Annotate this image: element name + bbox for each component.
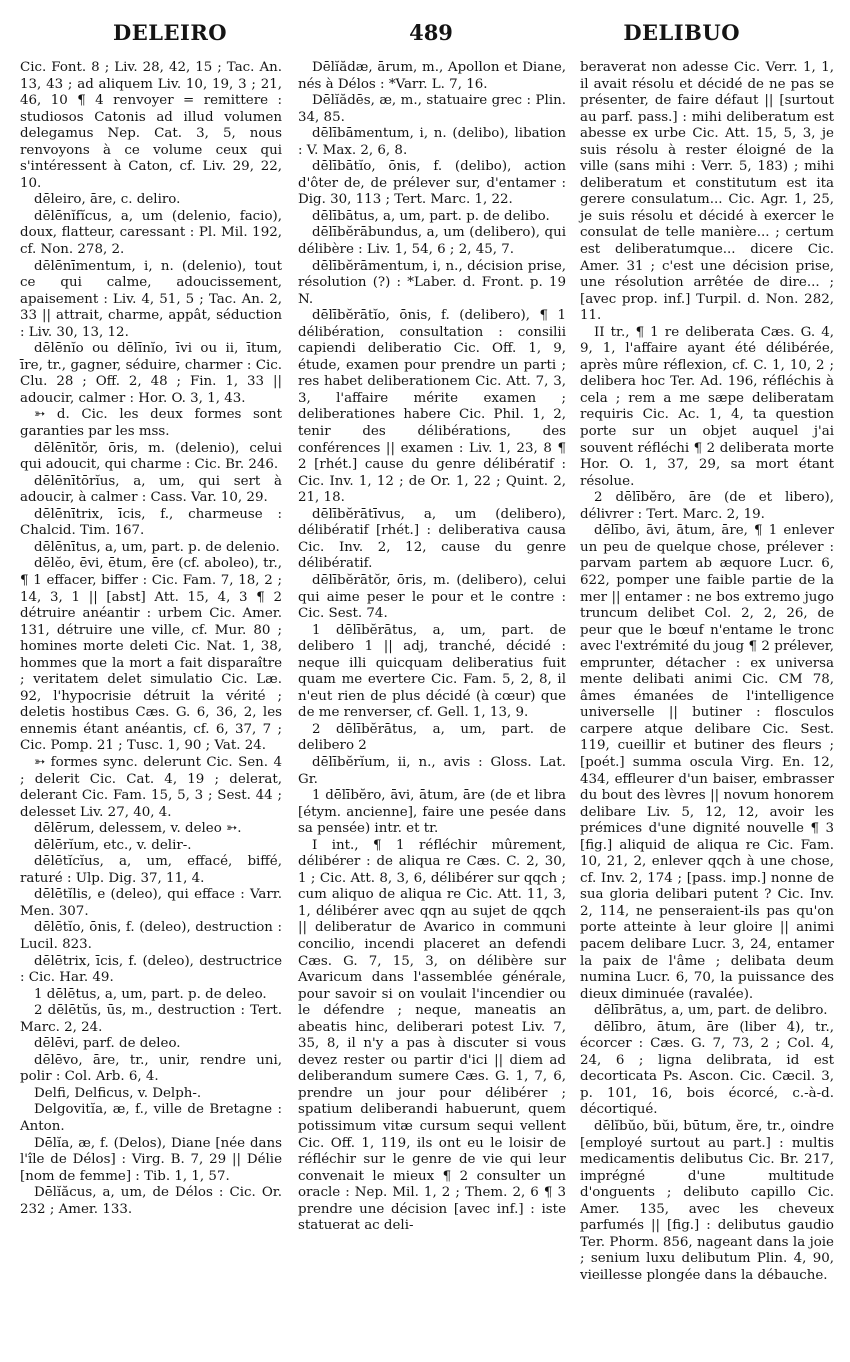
dictionary-entry: dēlībĕrātīvus, a, um (delibero), délibératif [rhét.] : deliberativa causa Cic. Inv. 2, 12, cause du genre délibératif. bbox=[298, 506, 566, 572]
dictionary-entry: ➳ formes sync. delerunt Cic. Sen. 4 ; delerit Cic. Cat. 4, 19 ; delerat, delerant Cic. Fam. 15, 5, 3 ; Sest. 44 ; delesset Liv. 27, 40, 4. bbox=[20, 754, 282, 820]
dictionary-entry: Dēlĭădēs, æ, m., statuaire grec : Plin. 34, 85. bbox=[298, 93, 566, 125]
dictionary-entry: Dēlĭa, æ, f. (Delos), Diane [née dans l'île de Délos] : Virg. B. 7, 29 || Délie [nom de femme] : Tib. 1, 1, 57. bbox=[20, 1135, 282, 1184]
dictionary-entry: 1 dēlētus, a, um, part. p. de deleo. bbox=[34, 986, 267, 1002]
dictionary-entry: dēlērĭum, etc., v. delir-. bbox=[34, 837, 192, 853]
right-column bbox=[580, 60, 834, 1284]
dictionary-entry: dēlētĭlis, e (deleo), qui efface : Varr. Men. 307. bbox=[20, 887, 282, 919]
dictionary-entry: dēlībrātus, a, um, part. de delibro. bbox=[594, 1003, 828, 1019]
dictionary-entry: dēlībātĭo, ōnis, f. (delibo), action d'ôter de, de prélever sur, d'entamer : Dig. 30, 113 ; Tert. Marc. 1, 22. bbox=[298, 159, 566, 208]
dictionary-entry: dēlēnītōrĭus, a, um, qui sert à adoucir, à calmer : Cass. Var. 10, 29. bbox=[20, 473, 282, 506]
dictionary-entry: dēlībĕrātĭo, ōnis, f. (delibero), ¶ 1 délibération, consultation : consilii capiendi deliberatio Cic. Off. 1, 9, étude, examen pour prendre un parti ; res habet deliberationem Cic. Att. 7, 3, 3, l'affaire mérite examen ; deliberationes habere Cic. Phil. 1, 2, tenir des délibérations, des conférences || examen : Liv. 1, 23, 8 ¶ 2 [rhét.] cause du genre délibératif : Cic. Inv. 1, 12 ; de Or. 1, 22 ; Quint. 2, 21, 18. bbox=[298, 308, 566, 506]
dictionary-entry: dēlētĭo, ōnis, f. (deleo), destruction : Lucil. 823. bbox=[20, 920, 282, 952]
dictionary-entry: dēleiro, āre, c. deliro. bbox=[34, 192, 181, 208]
dictionary-entry: dēlēnīmentum, i, n. (delenio), tout ce qui calme, adoucissement, apaisement : Liv. 4, 51, 5 ; Tac. An. 2, 33 || attrait, charme, appât, séduction : Liv. 30, 13, 12. bbox=[20, 258, 282, 340]
dictionary-entry: dēlēnĭo ou dēlīnĭo, īvi ou ii, ītum, īre, tr., gagner, séduire, charmer : Cic. Clu. 28 ; Off. 2, 48 ; Fin. 1, 33 || adoucir, calmer : Hor. O. 3, 1, 43. bbox=[20, 341, 282, 406]
dictionary-entry: dēlībĕrābundus, a, um (delibero), qui délibère : Liv. 1, 54, 6 ; 2, 45, 7. bbox=[298, 225, 566, 258]
dictionary-entry: dēlībĕrĭum, ii, n., avis : Gloss. Lat. Gr. bbox=[298, 754, 566, 787]
dictionary-entry: beraverat non adesse Cic. Verr. 1, 1, il avait résolu et décidé de ne pas se présenter, de faire défaut || [surtout au parf. pass.] : mihi deliberatum est abesse ex urbe Cic. Att. 15, 5, 3, je suis résolu à rester éloigné de la ville (sans mihi : Verr. 5, 183) ; mihi deliberatum et constitutum est ita gerere consulatum... Cic. Agr. 1, 25, je suis résolu et décidé à exercer le consulat de telle manière... ; certum est deliberatumque... dicere Cic. Amer. 31 ; c'est une décision prise, une résolution arrêtée de dire... ; [avec prop. inf.] Turpil. d. Non. 282, 11. bbox=[580, 60, 834, 324]
dictionary-entry: dēlībāmentum, i, n. (delibo), libation : V. Max. 2, 6, 8. bbox=[298, 126, 566, 158]
page-header bbox=[0, 20, 850, 54]
dictionary-entry: Cic. Font. 8 ; Liv. 28, 42, 15 ; Tac. An. 13, 43 ; ad aliquem Liv. 10, 19, 3 ; 21, 46, 10 ¶ 4 renvoyer = remittere : studiosos Catonis ad illud volumen delegamus Nep. Cat. 3, 5, nous renvoyons à ce volume ceux qui s'intéressent à Caton, cf. Liv. 29, 22, 10. bbox=[20, 60, 282, 191]
dictionary-entry: dēlēnītŏr, ōris, m. (delenio), celui qui adoucit, qui charme : Cic. Br. 246. bbox=[20, 440, 282, 473]
dictionary-entry: I int., ¶ 1 réfléchir mûrement, délibérer : de aliqua re Cæs. C. 2, 30, 1 ; Cic. Att. 8, 3, 6, délibérer sur qqch ; cum aliquo de aliqua re Cic. Att. 11, 3, 1, délibérer avec qqn au sujet de qqch || deliberatur de Avarico in communi concilio, incendi placeret an defendi Cæs. G. 7, 15, 3, on délibère sur Avaricum dans l'assemblée générale, pour savoir si on voulait l'incendier ou le défendre ; neque, maneatis an abeatis hinc, deliberari potest Liv. 7, 35, 8, il n'y a pas à discuter si vous devez rester ou partir d'ici || diem ad deliberandum sumere Cæs. G. 1, 7, 6, prendre un jour pour délibérer ; spatium deliberandi habuerunt, quem potissimum vitæ cursum sequi vellent Cic. Off. 1, 119, ils ont eu le loisir de réfléchir sur le genre de vie qui leur convenait le mieux ¶ 2 consulter un oracle : Nep. Mil. 1, 2 ; Them. 2, 6 ¶ 3 prendre une décision [avec inf.] : iste statuerat ac deli- bbox=[298, 837, 566, 1234]
dictionary-entry: dēlībro, ātum, āre (liber 4), tr., écorcer : Cæs. G. 7, 73, 2 ; Col. 4, 24, 6 ; ligna delibrata, id est decorticata Ps. Ascon. Cic. Cæcil. 3, p. 101, 16, bois écorcé, c.-à-d. décortiqué. bbox=[580, 1019, 834, 1118]
dictionary-entry: Dēlĭădæ, ārum, m., Apollon et Diane, nés à Délos : *Varr. L. 7, 16. bbox=[298, 60, 566, 92]
dictionary-entry: dēlēnĭfĭcus, a, um (delenio, facio), doux, flatteur, caressant : Pl. Mil. 192, cf. Non. 278, 2. bbox=[20, 208, 282, 258]
dictionary-entry: 2 dēlētŭs, ūs, m., destruction : Tert. Marc. 2, 24. bbox=[20, 1003, 282, 1035]
dictionary-entry: 2 dēlībĕro, āre (de et libero), délivrer : Tert. Marc. 2, 19. bbox=[580, 490, 834, 522]
right-running-headword: DELIBUO bbox=[623, 20, 740, 45]
dictionary-entry: dēlībātus, a, um, part. p. de delibo. bbox=[312, 208, 550, 224]
dictionary-entry: dēlībo, āvi, ātum, āre, ¶ 1 enlever un peu de quelque chose, prélever : parvam partem ab æquore Lucr. 6, 622, pomper une faible partie de la mer || entamer : ne bos extremo jugo truncum delibet Col. 2, 2, 26, de peur que le bœuf n'entame le tronc avec l'extrémité du joug ¶ 2 prélever, emprunter, détacher : ex universa mente delibati animi Cic. CM 78, âmes émanées de l'intelligence universelle || butiner : flosculos carpere atque delibare Cic. Sest. 119, cueillir et butiner des fleurs ; [poét.] summa oscula Virg. En. 12, 434, effleurer d'un baiser, embrasser du bout des lèvres || novum honorem delibare Liv. 5, 12, 12, avoir les prémices d'une dignité nouvelle ¶ 3 [fig.] aliquid de aliqua re Cic. Fam. 10, 21, 2, enlever qqch à une chose, cf. Inv. 2, 174 ; [pass. imp.] nonne de sua gloria delibari putent ? Cic. Inv. 2, 114, ne penseraient-ils pas qu'on porte atteinte à leur gloire || animi pacem delibare Lucr. 3, 24, entamer la paix de l'âme ; delibata deum numina Lucr. 6, 70, la puissance des dieux diminuée (ravalée). bbox=[580, 523, 834, 1002]
dictionary-entry: Delgovitĭa, æ, f., ville de Bretagne : Anton. bbox=[20, 1102, 282, 1134]
dictionary-entry: dēlĭbŭo, bŭi, būtum, ĕre, tr., oindre [employé surtout au part.] : multis medicamentis delibutus Cic. Br. 217, imprégné d'une multitude d'onguents ; delibuto capillo Cic. Amer. 135, avec les cheveux parfumés || [fig.] : delibutus gaudio Ter. Phorm. 856, nageant dans la joie ; senium luxu delibutum Plin. 4, 90, vieillesse plongée dans la débauche. bbox=[580, 1119, 834, 1283]
dictionary-entry: dēlēvi, parf. de deleo. bbox=[34, 1036, 181, 1052]
dictionary-entry: dēlētrix, īcis, f. (deleo), destructrice : Cic. Har. 49. bbox=[20, 953, 282, 986]
dictionary-entry: Delfi, Delficus, v. Delph-. bbox=[34, 1085, 202, 1101]
dictionary-entry: II tr., ¶ 1 re deliberata Cæs. G. 4, 9, 1, l'affaire ayant été délibérée, après mûre réflexion, cf. C. 1, 10, 2 ; delibera hoc Ter. Ad. 196, réfléchis à cela ; rem a me sæpe deliberatam requiris Cic. Ac. 1, 4, ta question porte sur un objet auquel j'ai souvent réfléchi ¶ 2 deliberata morte Hor. O. 1, 37, 29, sa mort étant résolue. bbox=[580, 324, 834, 489]
middle-column bbox=[298, 60, 566, 1235]
dictionary-entry: dēlēvo, āre, tr., unir, rendre uni, polir : Col. Arb. 6, 4. bbox=[20, 1052, 282, 1085]
dictionary-entry: 1 dēlībĕrātus, a, um, part. de delibero 1 || adj, tranché, décidé : neque illi quicquam deliberatius fuit quam me evertere Cic. Fam. 5, 2, 8, il n'eut rien de plus décidé (à cœur) que de me renverser, cf. Gell. 1, 13, 9. bbox=[298, 622, 566, 721]
page-number: 489 bbox=[409, 20, 453, 45]
left-running-headword: DELEIRO bbox=[113, 20, 228, 45]
dictionary-entry: dēlībĕrāmentum, i, n., décision prise, résolution (?) : *Laber. d. Front. p. 19 N. bbox=[298, 258, 566, 307]
dictionary-entry: ➳ d. Cic. les deux formes sont garanties par les mss. bbox=[20, 407, 282, 440]
left-column bbox=[20, 60, 282, 1218]
dictionary-entry: dēlētĭcĭus, a, um, effacé, biffé, raturé : Ulp. Dig. 37, 11, 4. bbox=[20, 854, 282, 886]
dictionary-entry: dēlēnītus, a, um, part. p. de delenio. bbox=[34, 539, 280, 555]
dictionary-entry: dēlībĕrātŏr, ōris, m. (delibero), celui qui aime peser le pour et le contre : Cic. Sest. 74. bbox=[298, 572, 566, 622]
dictionary-entry: Dēlĭăcus, a, um, de Délos : Cic. Or. 232 ; Amer. 133. bbox=[20, 1185, 282, 1217]
dictionary-entry: 2 dēlībĕrātus, a, um, part. de delibero 2 bbox=[298, 721, 566, 754]
dictionary-entry: dēlēnītrix, īcis, f., charmeuse : Chalcid. Tim. 167. bbox=[20, 506, 282, 539]
dictionary-entry: 1 dēlībĕro, āvi, ātum, āre (de et libra [étym. ancienne], faire une pesée dans sa pensée) intr. et tr. bbox=[298, 788, 566, 837]
dictionary-entry: dēlērum, delessem, v. deleo ➳. bbox=[34, 821, 242, 837]
dictionary-entry: dēlĕo, ēvi, ētum, ēre (cf. aboleo), tr., ¶ 1 effacer, biffer : Cic. Fam. 7, 18, 2 ; 14, 3, 1 || [abst] Att. 15, 4, 3 ¶ 2 détruire anéantir : urbem Cic. Amer. 131, détruire une ville, cf. Mur. 80 ; homines morte deleti Cic. Nat. 1, 38, hommes que la mort a fait disparaître ; veritatem delet simulatio Cic. Læ. 92, l'hypocrisie détruit la vérité ; deletis hostibus Cæs. G. 6, 36, 2, les ennemis étant anéantis, cf. 6, 37, 7 ; Cic. Pomp. 21 ; Tusc. 1, 90 ; Vat. 24. bbox=[20, 556, 282, 754]
